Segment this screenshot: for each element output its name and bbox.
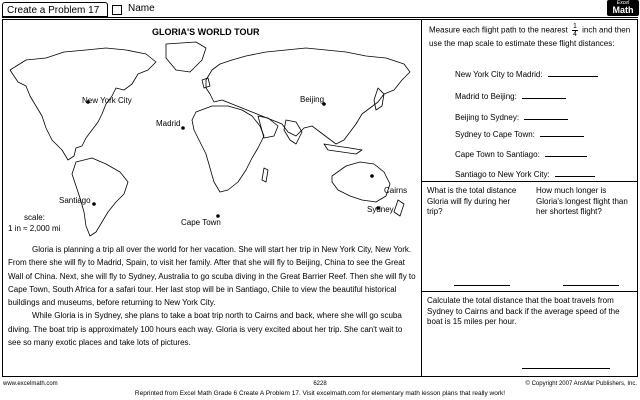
- leg-label: Beijing to Sydney:: [455, 113, 522, 122]
- label-new-york-city: New York City: [82, 96, 132, 105]
- label-cairns: Cairns: [384, 186, 408, 195]
- fraction-one-quarter: [572, 23, 578, 38]
- answer-blank[interactable]: [548, 75, 598, 77]
- answer-blank[interactable]: [540, 135, 584, 137]
- question-boat-distance: Calculate the total distance that the boat travels from Sydney to Cairns and back if the average speed of the boat is 15 miles per hour.: [427, 296, 620, 326]
- label-beijing: Beijing: [300, 95, 325, 104]
- australia-outline: [332, 162, 390, 202]
- instructions: [429, 23, 634, 50]
- new-zealand-outline: [394, 200, 404, 216]
- leg-label: Cape Town to Santiago:: [455, 150, 543, 159]
- world-map: [6, 40, 416, 240]
- scale-label: scale:: [24, 213, 45, 222]
- leg-label: New York City to Madrid:: [455, 70, 545, 79]
- madrid-dot: [181, 126, 185, 130]
- leg-item: [455, 92, 566, 101]
- fraction-numerator: 1: [573, 23, 577, 30]
- leg-item: [455, 70, 598, 79]
- answer-line-difference[interactable]: [563, 285, 619, 286]
- footer-copyright: © Copyright 2007 AnsMar Publishers, Inc.: [525, 381, 637, 387]
- map-title: GLORIA'S WORLD TOUR: [152, 27, 260, 37]
- greenland-outline: [166, 42, 206, 72]
- name-label: Name: [128, 3, 155, 14]
- japan-outline: [374, 88, 384, 110]
- header-rule: [2, 17, 638, 18]
- logo-top-text: Excel: [616, 0, 630, 6]
- label-cape-town: Cape Town: [181, 218, 221, 227]
- scale-value: 1 in ≈ 2,000 mi: [8, 224, 61, 233]
- logo-main-text: Math: [612, 5, 634, 15]
- checkbox[interactable]: [112, 5, 122, 15]
- section-divider-2: [421, 291, 638, 292]
- arabia-outline: [258, 116, 278, 138]
- answer-blank[interactable]: [545, 155, 587, 157]
- section-divider-1: [421, 181, 638, 182]
- footer-website: www.excelmath.com: [3, 381, 58, 387]
- excel-math-logo: [607, 0, 639, 16]
- indonesia-outline: [324, 144, 362, 154]
- answer-line-boat-distance[interactable]: [522, 368, 610, 369]
- leg-label: Sydney to Cape Town:: [455, 130, 538, 139]
- footer-reprint-note: Reprinted from Excel Math Grade 6 Create A Problem 17. Visit excelmath.com for elementary math lesson plans that really work!: [134, 390, 506, 397]
- fraction-denominator: 4: [573, 31, 577, 38]
- leg-item: [455, 130, 584, 139]
- answer-blank[interactable]: [555, 175, 595, 177]
- cairns-dot: [370, 174, 374, 178]
- leg-item: [455, 150, 587, 159]
- worksheet-title: Create a Problem 17: [7, 5, 100, 16]
- leg-item: [455, 170, 595, 179]
- leg-label: Madrid to Beijing:: [455, 92, 520, 101]
- leg-item: [455, 113, 568, 122]
- story-paragraph-1: Gloria is planning a trip all over the world for her vacation. She will start her trip in New York City, New York. From there she will fly to Madrid, Spain, to visit her family. After that she will fly to Beijing, China to see the Great Wall of China. Next, she will fly to Sydney, Australia to go scuba diving in the Great Barrier Reef. Then she will fly to Cape Town, South Africa for a safari tour. Her last stop will be in Santiago, Chile to view the beautiful historical buildings and museums, before returning to New York City.: [8, 245, 416, 308]
- label-madrid: Madrid: [156, 119, 181, 128]
- india-outline: [284, 120, 302, 144]
- story-text: [8, 243, 416, 349]
- answer-blank[interactable]: [524, 118, 568, 120]
- answer-line-total-distance[interactable]: [454, 285, 510, 286]
- worksheet-title-tab: [2, 2, 108, 17]
- label-santiago: Santiago: [59, 196, 91, 205]
- story-paragraph-2: While Gloria is in Sydney, she plans to take a boat trip north to Cairns and back, where she will go scuba diving. The boat trip is approximately 100 hours each way. Gloria is very excited about her trip. She can't wait to see so many exotic places and take lots of pictures.: [8, 311, 403, 348]
- leg-label: Santiago to New York City:: [455, 170, 552, 179]
- question-total-distance: What is the total distance Gloria will fly during her trip?: [427, 186, 517, 216]
- question-longest-vs-shortest: How much longer is Gloria's longest flight than her shortest flight?: [536, 186, 628, 216]
- page-number: 6228: [313, 381, 327, 387]
- santiago-dot: [92, 202, 96, 206]
- madagascar-outline: [262, 168, 268, 182]
- instructions-lead: Measure each flight path to the nearest: [429, 25, 568, 35]
- instructions-rest: inch and then use the map scale to estimate these flight distances:: [429, 25, 631, 48]
- column-divider: [421, 19, 422, 377]
- africa-outline: [192, 106, 264, 192]
- answer-blank[interactable]: [522, 97, 566, 99]
- label-sydney: Sydney: [367, 205, 394, 214]
